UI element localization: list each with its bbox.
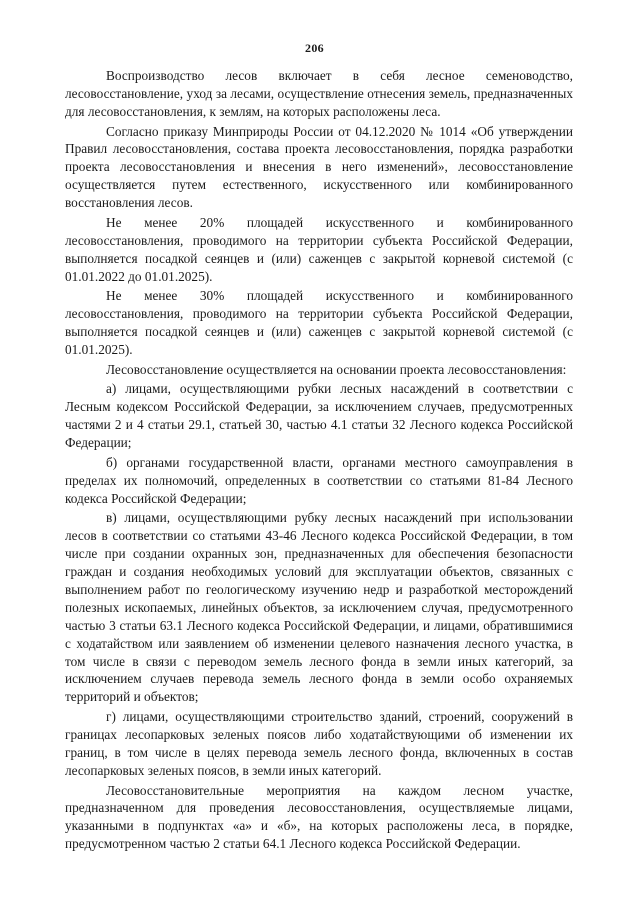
list-item-v: в) лицами, осуществляющими рубку лесных насаждений при использовании лесов в соответствии со статьями 43-46 Лесного кодекса Российской Федерации, в том числе при создании охранных зон, предназначенных для обеспечения безопасности граждан и создания необходимых условий для эксплуатации объектов, связанных с выполнением работ по геологическому изучению недр и разработкой месторождений полезных ископаемых, линейных объектов, за исключением случая, предусмотренного частью 3 статьи 63.1 Лесного кодекса Российской Федерации, и лицами, обратившимися с ходатайством или заявлением об изменении целевого назначения лесного участка, в том числе в связи с переводом земель лесного фонда в земли иных категорий, за исключением случаев перевода земель лесного фонда в земли особо охраняемых территорий и объектов; [65, 510, 573, 705]
paragraph-thirty-percent: Не менее 30% площадей искусственного и комбинированного лесовосстановления, проводимого на территории субъекта Российской Федерации, выполняется посадкой сеянцев и (или) саженцев с закрытой корневой системой (с 01.01.2025). [65, 288, 573, 357]
list-item-g: г) лицами, осуществляющими строительство зданий, строений, сооружений в границах лесопарковых зеленых поясов либо ходатайствующими об изменении их границ, в том числе в целях перевода земель лесного фонда, включенных в состав лесопарковых зеленых поясов, в земли иных категорий. [65, 709, 573, 778]
list-item-a: а) лицами, осуществляющими рубки лесных насаждений в соответствии с Лесным кодексом Российской Федерации, за исключением случаев, предусмотренных частями 2 и 4 статьи 29.1, статьей 30, частью 4.1 статьи 32 Лесного кодекса Российской Федерации; [65, 381, 573, 451]
paragraph-reproduction: Воспроизводство лесов включает в себя лесное семеноводство, лесовосстановление, уход за лесами, осуществление отнесения земель, предназначенных для лесовосстановления, к землям, на которых расположены леса. [65, 68, 573, 119]
page-number: 206 [305, 41, 324, 55]
document-body [65, 67, 573, 853]
paragraph-basis-intro: Лесовосстановление осуществляется на основании проекта лесовосстановления: [106, 361, 567, 377]
paragraph-twenty-percent: Не менее 20% площадей искусственного и комбинированного лесовосстановления, проводимого на территории субъекта Российской Федерации, выполняется посадкой сеянцев и (или) саженцев с закрытой корневой системой (с 01.01.2022 до 01.01.2025). [65, 214, 573, 284]
paragraph-measures: Лесовосстановительные мероприятия на каждом лесном участке, предназначенном для проведения лесовосстановления, осуществляемые лицами, указанными в подпунктах «а» и «б», на которых расположены леса, в порядке, предусмотренном частью 2 статьи 64.1 Лесного кодекса Российской Федерации. [65, 782, 573, 852]
list-item-b: б) органами государственной власти, органами местного самоуправления в пределах их полномочий, определенных в соответствии со статьями 81-84 Лесного кодекса Российской Федерации; [65, 454, 573, 506]
paragraph-order-reference: Согласно приказу Минприроды России от 04.12.2020 № 1014 «Об утверждении Правил лесовосстановления, состава проекта лесовосстановления, порядка разработки проекта лесовосстановления и внесения в него изменений», лесовосстановление осуществляется путем естественного, искусственного или комбинированного восстановления лесов. [65, 123, 573, 211]
